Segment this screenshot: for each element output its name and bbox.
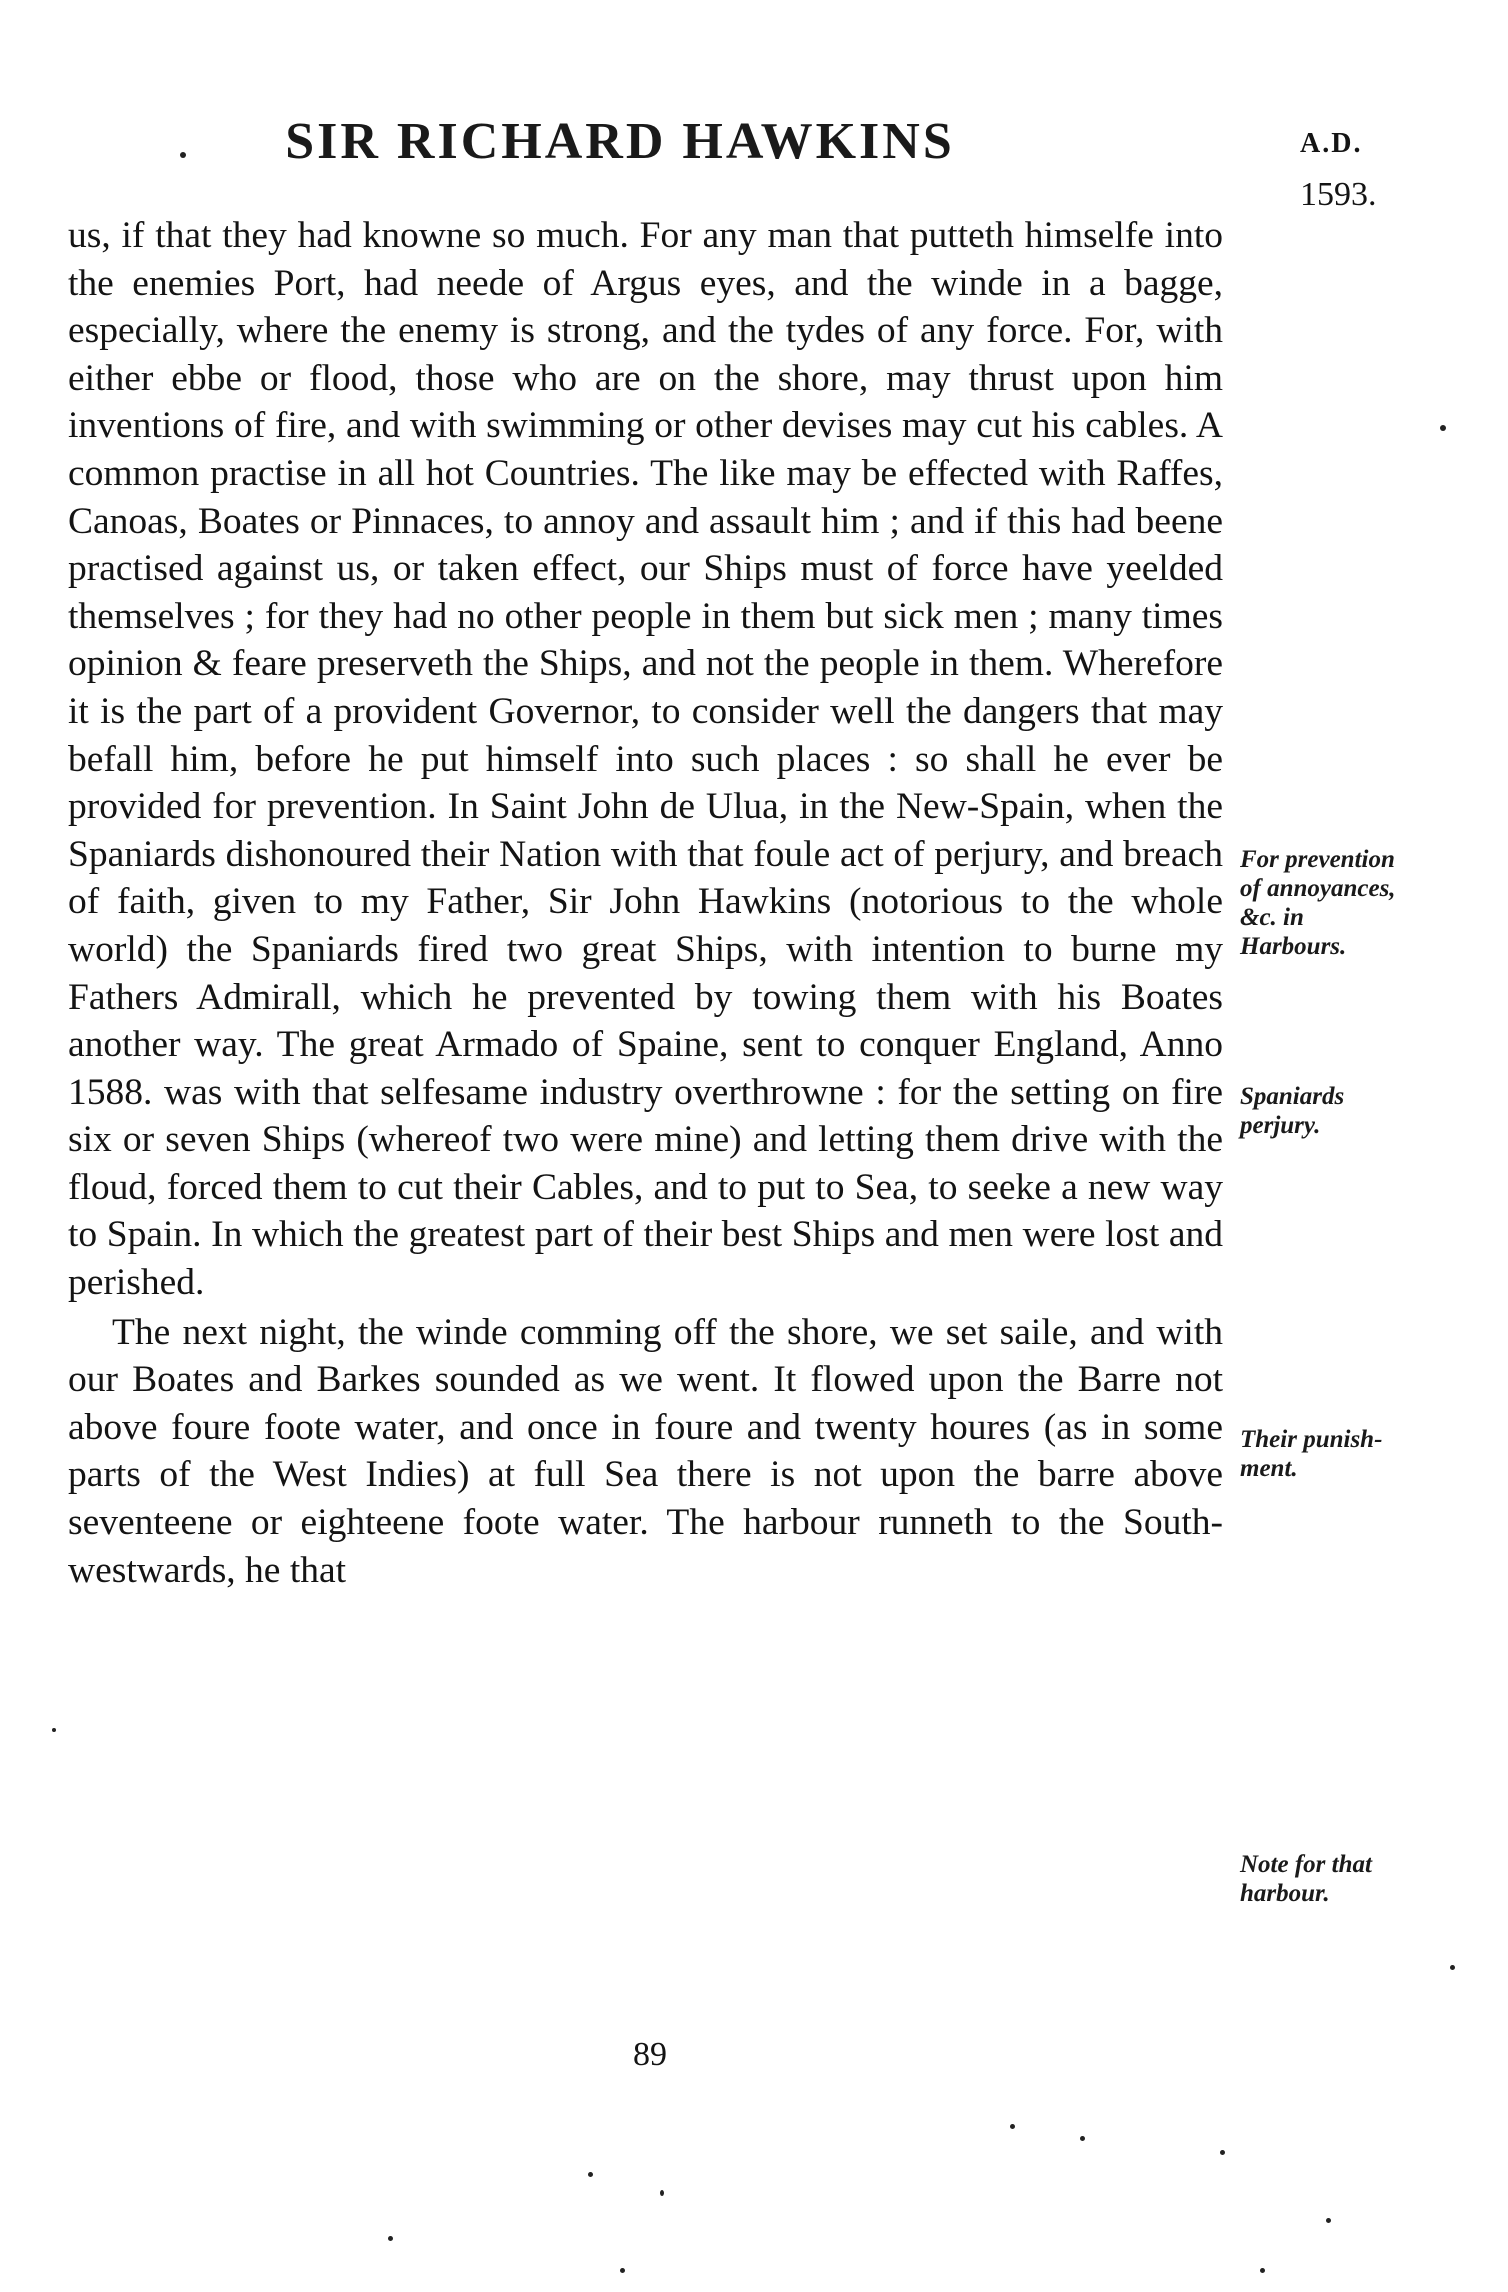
- marginal-note-line: Note for that: [1240, 1851, 1372, 1878]
- marginal-note-line: Spaniards: [1240, 1083, 1345, 1110]
- marginal-note-line: For prevention: [1240, 846, 1395, 873]
- marginal-note-harbour: [1240, 1850, 1450, 1908]
- scan-speck: [1450, 1965, 1455, 1970]
- marginal-note-line: harbour.: [1240, 1880, 1330, 1907]
- marginal-note-line: ment.: [1240, 1455, 1298, 1482]
- year-label: A.D.: [1300, 128, 1363, 159]
- running-head: SIR RICHARD HAWKINS: [285, 113, 955, 170]
- scan-speck: [1010, 2124, 1015, 2129]
- scan-speck: [1440, 425, 1446, 431]
- scan-speck: [180, 152, 186, 158]
- marginal-note-line: Their punish-: [1240, 1426, 1383, 1453]
- marginal-note-line: perjury.: [1240, 1112, 1321, 1139]
- scan-speck: [1326, 2218, 1331, 2223]
- body-text: [68, 212, 1223, 1594]
- marginal-note-perjury: [1240, 1082, 1450, 1140]
- scan-speck: [660, 2190, 664, 2196]
- marginal-note-line: &c. in: [1240, 904, 1304, 931]
- scan-speck: [52, 1728, 56, 1732]
- paragraph-2: The next night, the winde comming off the shore, we set saile, and with our Boates and Barkes sounded as we went. It flowed upon the Barre not above foure foote water, and once in foure and twenty houres (as in some parts of the West Indies) at full Sea there is not upon the barre above seventeene or eighteene foote water. The harbour runneth to the South-westwards, he that: [68, 1311, 1223, 1591]
- marginal-note-prevention: [1240, 845, 1450, 961]
- scan-speck: [1220, 2150, 1225, 2155]
- year-value: 1593.: [1300, 176, 1377, 213]
- scan-speck: [1080, 2136, 1085, 2141]
- marginal-note-line: of annoyances,: [1240, 875, 1396, 902]
- scan-speck: [620, 2268, 625, 2273]
- page-number: 89: [633, 2036, 667, 2073]
- marginal-note-line: Harbours.: [1240, 933, 1347, 960]
- scan-speck: [588, 2172, 593, 2177]
- scan-speck: [1260, 2268, 1265, 2273]
- paragraph-1: us, if that they had knowne so much. For any man that putteth himselfe into the enemies Port, had neede of Argus eyes, and the winde in a bagge, especially, where the enemy is strong, and the tydes of any force. For, with either ebbe or flood, those who are on the shore, may thrust upon him inventions of fire, and with swimming or other devises may cut his cables. A common practise in all hot Countries. The like may be effected with Raffes, Canoas, Boates or Pinnaces, to annoy and assault him ; and if this had beene practised against us, or taken effect, our Ships must of force have yeelded themselves ; for they had no other people in them but sick men ; many times opinion & feare preserveth the Ships, and not the people in them. Wherefore it is the part of a provident Governor, to consider well the dangers that may befall him, before he put himself into such places : so shall he ever be provided for prevention. In Saint John de Ulua, in the New-Spain, when the Spaniards dishonoured their Nation with that foule act of perjury, and breach of faith, given to my Father, Sir John Hawkins (notorious to the whole world) the Spaniards fired two great Ships, with intention to burne my Fathers Admirall, which he prevented by towing them with his Boates another way. The great Armado of Spaine, sent to conquer England, Anno 1588. was with that selfesame industry overthrowne : for the setting on fire six or seven Ships (whereof two were mine) and letting them drive with the floud, forced them to cut their Cables, and to put to Sea, to seeke a new way to Spain. In which the greatest part of their best Ships and men were lost and perished.: [68, 215, 1223, 1304]
- marginal-note-punishment: [1240, 1425, 1450, 1483]
- scan-speck: [388, 2236, 393, 2241]
